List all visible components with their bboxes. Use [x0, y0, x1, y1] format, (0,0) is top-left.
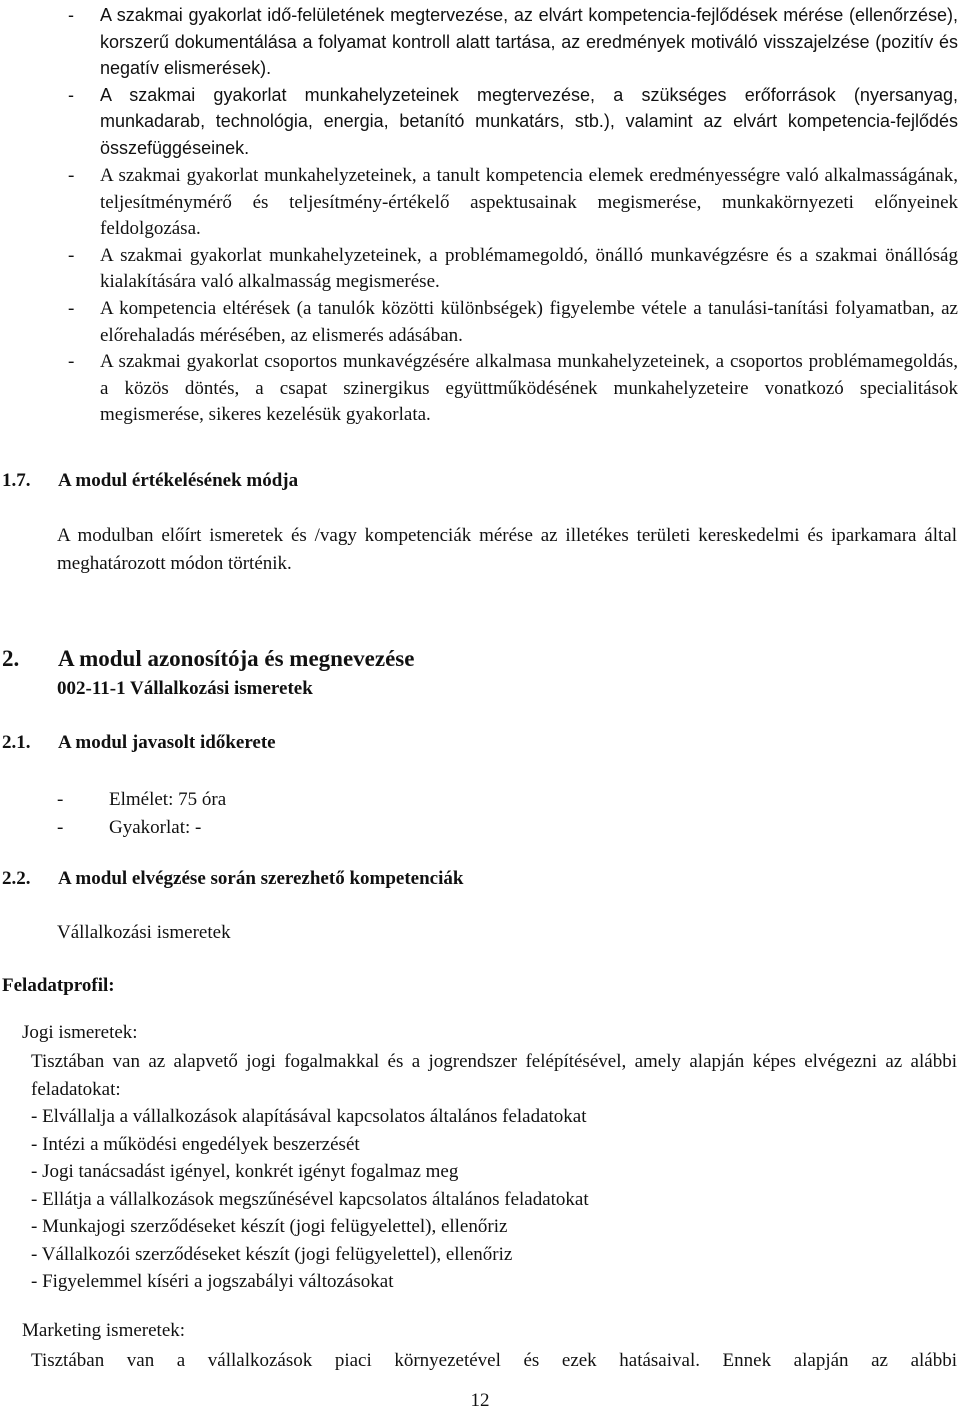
- list-item: [57, 786, 226, 814]
- requirements-list-serif: [68, 163, 958, 429]
- section-title: A modul elvégzése során szerezhető kompetenciák: [58, 868, 464, 889]
- list-item: - Ellátja a vállalkozások megszűnésével kapcsolatos általános feladatokat: [31, 1188, 589, 1210]
- dash-marker: -: [68, 351, 75, 373]
- section-number: 1.7.: [2, 470, 31, 491]
- list-item: - Jogi tanácsadást igényel, konkrét igényt fogalmaz meg: [31, 1161, 459, 1182]
- section-2-2-heading: [2, 868, 463, 890]
- marketing-intro: Tisztában van a vállalkozások piaci környezetével és ezek hatásaival. Ennek alapján az alábbi: [31, 1350, 957, 1371]
- list-item: - Figyelemmel kíséri a jogszabályi változásokat: [31, 1271, 394, 1292]
- list-item-text: Gyakorlat: -: [109, 817, 202, 838]
- dash-marker: -: [68, 244, 75, 266]
- competency-name: Vállalkozási ismeretek: [57, 922, 231, 943]
- list-item: [68, 2, 958, 82]
- dash-marker: -: [68, 84, 74, 105]
- legal-intro: Tisztában van az alapvető jogi fogalmakkal és a jogrendszer felépítésével, amely alapján képes elvégezni az alábbi feladatokat:: [31, 1051, 957, 1100]
- section-2-1-heading: [2, 732, 276, 754]
- section-title: A modul javasolt időkerete: [58, 732, 276, 753]
- list-item-text: A szakmai gyakorlat munkahelyzeteinek megtervezése, a szükséges erőforrások (nyersanyag, munkadarab, technológia, energia, betanító munkatárs, stb.), valamint az elvárt kompetencia-fejlődés összefüggéseinek.: [100, 84, 958, 158]
- time-frame-list: [57, 786, 226, 842]
- page-number: 12: [470, 1390, 490, 1411]
- dash-marker: -: [57, 789, 64, 810]
- list-item-text: A szakmai gyakorlat munkahelyzeteinek, a problémamegoldó, önálló munkavégzésre és a szakmai önállóság kialakítására való alkalmasság megismerése.: [100, 244, 958, 293]
- list-item: [68, 243, 958, 296]
- list-item: [68, 296, 958, 349]
- legal-task-list: [31, 1103, 589, 1296]
- dash-marker: -: [68, 297, 75, 319]
- section-1-7-heading: [2, 470, 298, 492]
- list-item: [57, 814, 226, 842]
- dash-marker: -: [68, 165, 75, 186]
- list-item-text: A szakmai gyakorlat idő-felületének megtervezése, az elvárt kompetencia-fejlődések mérése (ellenőrzése), korszerű dokumentálása a folyamat kontroll alatt tartása, az eredmények motiváló visszajelzése (pozitív és negatív elismerések).: [100, 5, 958, 79]
- section-title: A modul azonosítója és megnevezése: [58, 646, 415, 671]
- list-item: [68, 163, 958, 243]
- list-item: - Elvállalja a vállalkozások alapításával kapcsolatos általános feladatokat: [31, 1106, 587, 1127]
- requirements-list: [68, 2, 958, 162]
- section-number: 2.1.: [2, 732, 31, 753]
- legal-heading: Jogi ismeretek:: [22, 1022, 138, 1043]
- list-item-text: A kompetencia eltérések (a tanulók közötti különbségek) figyelembe vétele a tanulási-tanítási folyamatban, az előrehaladás mérésében, az elismerés adásában.: [100, 297, 958, 346]
- marketing-heading: Marketing ismeretek:: [22, 1320, 186, 1341]
- list-item-text: Elmélet: 75 óra: [109, 789, 227, 810]
- list-item: - Vállalkozói szerződéseket készít (jogi felügyelettel), ellenőriz: [31, 1243, 513, 1265]
- list-item-text: A szakmai gyakorlat csoportos munkavégzésére alkalmasa munkahelyzeteinek, a csoportos problémamegoldás, a közös döntés, a csapat szinergikus együttműködésének munkahelyzeteire vonatkozó specialitások megismerése, sikeres kezelésük gyakorlata.: [100, 351, 958, 426]
- list-item-text: A szakmai gyakorlat munkahelyzeteinek, a tanult kompetencia elemek eredményességre való alkalmasságának, teljesítménymérő és teljesítmény-értékelő aspektusainak megismerése, munkakörnyezeti előnyeinek feldolgozása.: [100, 165, 958, 240]
- dash-marker: -: [68, 5, 74, 25]
- section-number: 2.: [2, 646, 20, 671]
- task-profile-heading: Feladatprofil:: [2, 975, 115, 996]
- list-item: - Munkajogi szerződéseket készít (jogi felügyelettel), ellenőriz: [31, 1216, 508, 1237]
- section-2-heading: [2, 646, 414, 672]
- list-item: [68, 349, 958, 429]
- section-title: A modul értékelésének módja: [58, 470, 299, 491]
- list-item: [68, 82, 958, 162]
- section-number: 2.2.: [2, 868, 31, 889]
- section-1-7-text: A modulban előírt ismeretek és /vagy kompetenciák mérése az illetékes területi kereskedelmi és iparkamara által meghatározott módon történik.: [57, 525, 957, 574]
- dash-marker: -: [57, 817, 64, 838]
- list-item: - Intézi a működési engedélyek beszerzését: [31, 1133, 360, 1155]
- module-subtitle: 002-11-1 Vállalkozási ismeretek: [57, 678, 313, 699]
